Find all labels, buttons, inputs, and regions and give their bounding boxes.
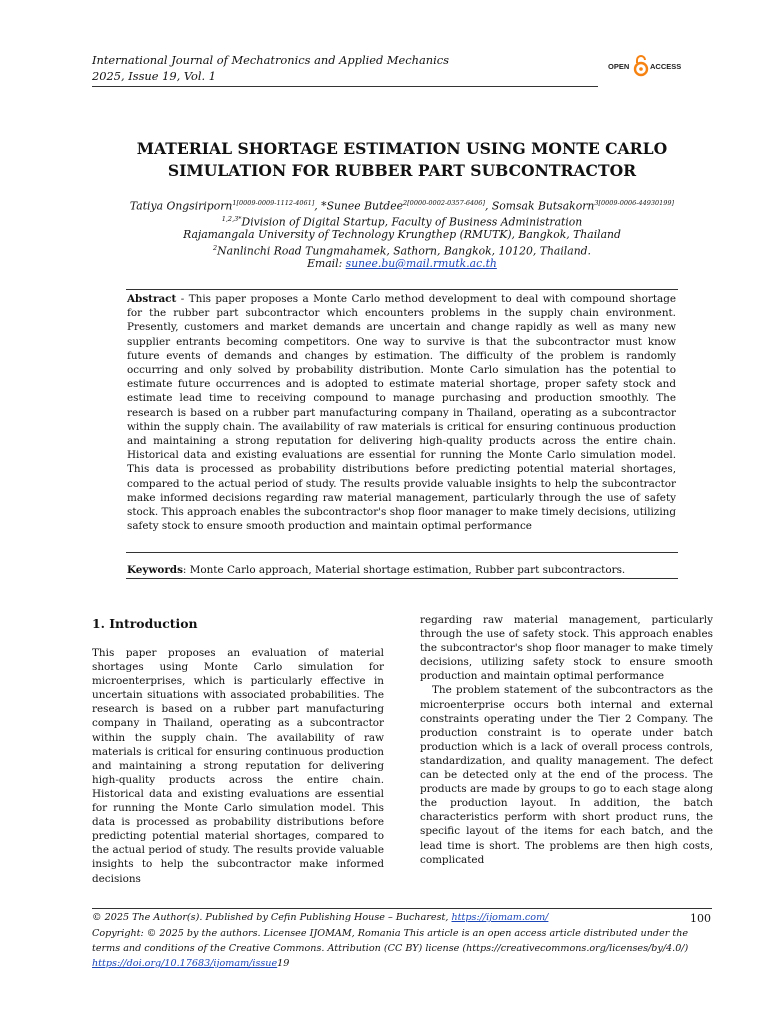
author-1-orcid: 1[0009-0009-1112-4061] <box>232 199 315 207</box>
title-line-1: MATERIAL SHORTAGE ESTIMATION USING MONTE CARLO <box>136 139 668 158</box>
keywords-body: : Monte Carlo approach, Material shortage estimation, Rubber part subcontractors. <box>182 564 626 576</box>
footer-divider <box>92 908 712 909</box>
keywords-label: Keywords <box>127 564 183 576</box>
introduction-right-column <box>420 613 713 867</box>
author-1: Tatiya Ongsiriporn <box>129 199 233 213</box>
open-access-logo <box>606 54 696 78</box>
affiliation-3-text: Nanlinchi Road Tungmahamek, Sathorn, Bangkok, 10120, Thailand. <box>217 244 591 258</box>
email-link[interactable]: sunee.bu@mail.rmutk.ac.th <box>345 257 497 270</box>
page-number: 100 <box>690 912 711 925</box>
publisher-text: © 2025 The Author(s). Published by Cefin Publishing House – Bucharest, <box>92 912 452 923</box>
affiliation-1-marker: 1,2,3* <box>221 215 242 223</box>
author-3-orcid: 3[0009-0006-44930199] <box>594 199 675 207</box>
contact-email <box>92 256 712 272</box>
doi-link[interactable]: https://doi.org/10.17683/ijomam/issue <box>92 958 278 969</box>
affiliation-3-marker: 2 <box>213 244 218 252</box>
affiliation-2: Rajamangala University of Technology Krungthep (RMUTK), Bangkok, Thailand <box>183 228 621 241</box>
keywords-divider <box>126 578 678 579</box>
open-access-left-text: OPEN <box>608 62 630 71</box>
section-heading-introduction: 1. Introduction <box>92 616 198 631</box>
author-separator: , <box>484 199 492 213</box>
intro-paragraph-problem-statement: The problem statement of the subcontractors as the microenterprise occurs both internal and external constraints operating under the Tier 2 Company. The production constraint is to operate under batch production which is a lack of overall process controls, standardization, and quality management. The defect can be detected only at the end of the process. The products are made by groups to go to each stage along the production layout. In addition, the batch characteristics perform with short product runs, the specific layout of the items for each batch, and the lead time is short. The problems are then high costs, complicated <box>420 684 713 866</box>
abstract-label: Abstract <box>127 293 177 305</box>
footer-copyright: Copyright: © 2025 by the authors. Licensee IJOMAM, Romania This article is an open access article distributed under the <box>92 928 689 939</box>
author-2: *Sunee Butdee <box>321 199 404 213</box>
author-separator: , <box>314 199 322 213</box>
abstract-body: - This paper proposes a Monte Carlo method development to deal with compound shortage for the rubber part subcontractor which encounters problems in the supply chain environment. Presently, customers and market demands are uncertain and change rapidly as well as many new supplier entrants becoming competitors. One way to survive is that the subcontractor must know future events of demands and changes by estimation. The difficulty of the problem is randomly occurring and only solved by probability distribution. Monte Carlo simulation has the potential to estimate future occurrences and is adopted to estimate material shortage, proper safety stock and estimate lead time to receiving compound to manage purchasing and production smoothly. The research is based on a rubber part manufacturing company in Thailand, operating as a subcontractor within the supply chain. The availability of raw materials is critical for ensuring continuous production and maintaining a strong reputation for delivering high-quality products across the entire chain. Historical data and existing evaluations are essential for running the Monte Carlo simulation model. This data is processed as probability distributions before predicting potential material shortages, compared to the actual period of study. The results provide valuable insights to help the subcontractor make informed decisions regarding raw material management, particularly through the use of safety stock. This approach enables the subcontractor's shop floor manager to make timely decisions, utilizing safety stock to ensure smooth production and maintain optimal performance <box>127 293 676 533</box>
author-3: Somsak Butsakorn <box>491 199 595 213</box>
footer-doi <box>92 957 289 971</box>
paper-title <box>92 138 712 182</box>
abstract <box>127 292 676 533</box>
title-line-2: SIMULATION FOR RUBBER PART SUBCONTRACTOR <box>167 161 637 180</box>
open-access-right-text: ACCESS <box>650 62 682 71</box>
footer-license: terms and conditions of the Creative Commons. Attribution (CC BY) license (https://creativecommons.org/licenses/by/4.0/) <box>92 943 689 954</box>
journal-header <box>92 52 512 84</box>
affiliation-1-text: Division of Digital Startup, Faculty of Business Administration <box>241 215 583 229</box>
journal-name: International Journal of Mechatronics and Applied Mechanics <box>92 53 450 67</box>
keywords <box>127 563 676 577</box>
journal-issue: 2025, Issue 19, Vol. 1 <box>92 69 217 83</box>
intro-paragraph-continued: regarding raw material management, particularly through the use of safety stock. This approach enables the subcontractor's shop floor manager to make timely decisions, utilizing safety stock to ensure smooth production and maintain optimal performance <box>420 614 713 683</box>
header-divider <box>92 86 598 87</box>
author-2-orcid: 2[0000-0002-0357-6406] <box>403 199 485 207</box>
footer-publisher <box>92 911 548 925</box>
open-lock-icon <box>635 56 647 75</box>
email-label: Email: <box>307 257 346 270</box>
introduction-left-column: This paper proposes an evaluation of material shortages using Monte Carlo simulation for microenterprises, which is particularly effective in uncertain situations with associated probabilities. The research is based on a rubber part manufacturing company in Thailand, operating as a subcontractor within the supply chain. The availability of raw materials is critical for ensuring continuous production and maintaining a strong reputation for delivering high-quality products across the entire chain. Historical data and existing evaluations are essential for running the Monte Carlo simulation model. This data is processed as probability distributions before predicting potential material shortages, compared to the actual period of study. The results provide valuable insights to help the subcontractor make informed decisions <box>92 647 384 885</box>
doi-issue-number: 19 <box>277 958 290 969</box>
journal-website-link[interactable]: https://ijomam.com/ <box>451 912 549 923</box>
